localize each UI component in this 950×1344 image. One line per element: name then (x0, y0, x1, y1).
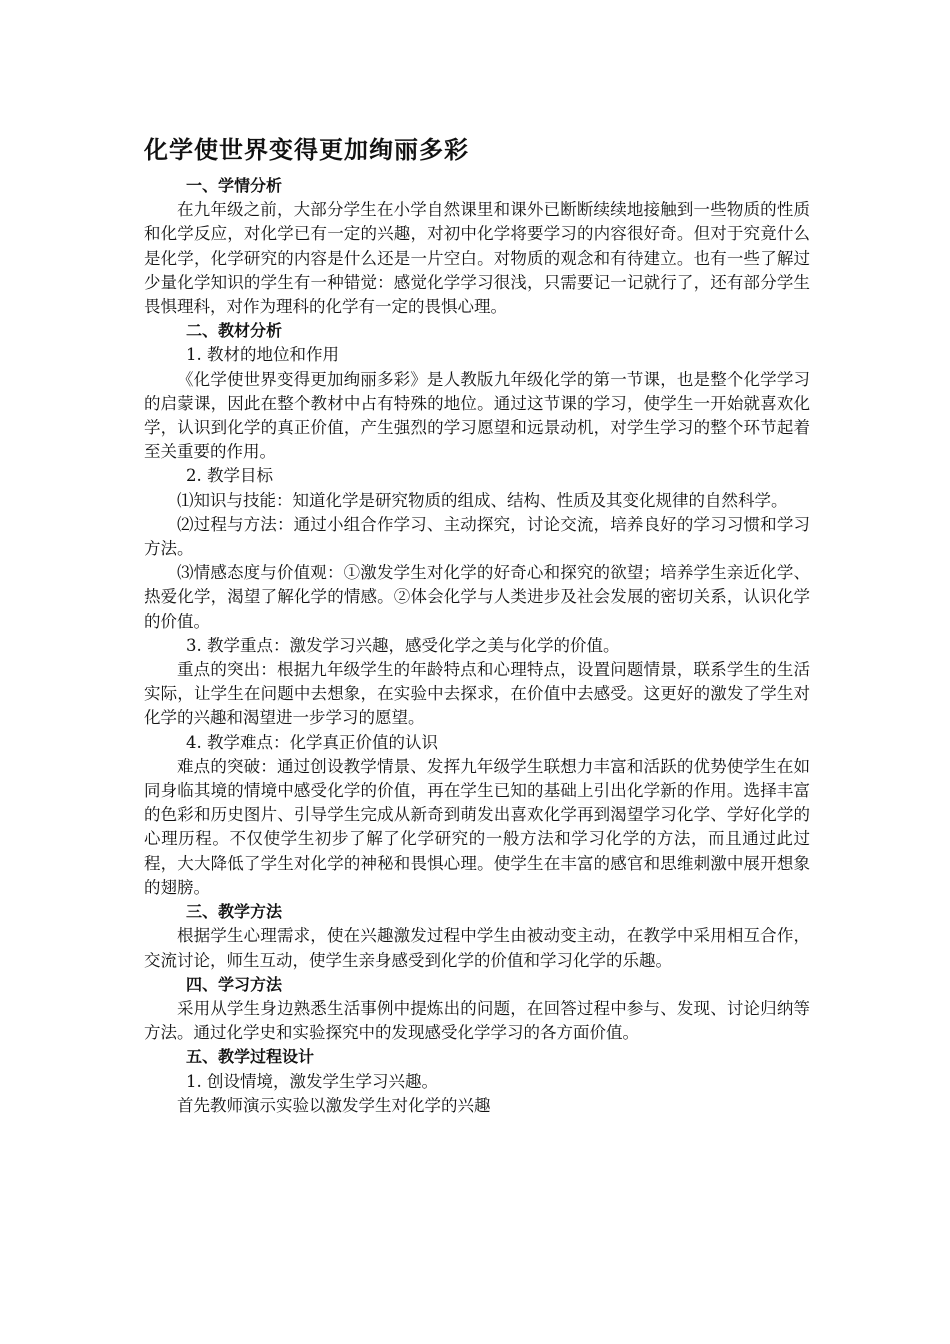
subheading-create-scenario: 1. 创设情境，激发学生学习兴趣。 (186, 1071, 438, 1091)
section-heading-material-analysis: 二、教材分析 (186, 321, 283, 341)
paragraph-focus-highlight: 重点的突出：根据九年级学生的年龄特点和心理特点，设置问题情景，联系学生的生活实际，让学生在问题中去想象，在实验中去探求，在价值中去感受。这更好的激发了学生对化学的兴趣和渴望进一步学习的愿望。 (144, 660, 810, 728)
goal-process-methods: ⑵过程与方法：通过小组合作学习、主动探究，讨论交流，培养良好的学习习惯和学习方法。 (144, 514, 810, 559)
section-heading-learning-methods: 四、学习方法 (186, 974, 283, 994)
goal-knowledge-skills: ⑴知识与技能：知道化学是研究物质的组成、结构、性质及其变化规律的自然科学。 (177, 490, 788, 510)
subheading-material-position: 1. 教材的地位和作用 (186, 345, 339, 365)
paragraph-learning-methods: 采用从学生身边熟悉生活事例中提炼出的问题，在回答过程中参与、发现、讨论归纳等方法。通过化学史和实验探究中的发现感受化学学习的各方面价值。 (144, 998, 810, 1043)
paragraph-difficulty-breakthrough: 难点的突破：通过创设教学情景、发挥九年级学生联想力丰富和活跃的优势使学生在如同身临其境的情境中感受化学的价值，再在学生已知的基础上引出化学新的作用。选择丰富的色彩和历史图片、引导学生完成从新奇到萌发出喜欢化学再到渴望学习化学、学好化学的心理历程。不仅使学生初步了解了化学研究的一般方法和学习化学的方法，而且通过此过程，大大降低了学生对化学的神秘和畏惧心理。使学生在丰富的感官和思维刺激中展开想象的翅膀。 (144, 756, 810, 897)
section-heading-learner-analysis: 一、学情分析 (186, 176, 283, 195)
paragraph-learner-analysis: 在九年级之前，大部分学生在小学自然课里和课外已断断续续地接触到一些物质的性质和化学反应，对化学已有一定的兴趣，对初中化学将要学习的内容很好奇。但对于究竟什么是化学，化学研究的内容是什么还是一片空白。对物质的观念和有待建立。也有一些了解过少量化学知识的学生有一种错觉：感觉化学学习很浅，只需要记一记就行了，还有部分学生畏惧理科，对作为理科的化学有一定的畏惧心理。 (144, 200, 810, 317)
subheading-teaching-goals: 2. 教学目标 (186, 466, 273, 486)
paragraph-material-position: 《化学使世界变得更加绚丽多彩》是人教版九年级化学的第一节课，也是整个化学学习的启蒙课，因此在整个教材中占有特殊的地位。通过这节课的学习，使学生一开始就喜欢化学，认识到化学的真正价值，产生强烈的学习愿望和远景动机，对学生学习的整个环节起着至关重要的作用。 (144, 369, 810, 462)
subheading-teaching-difficulty: 4. 教学难点：化学真正价值的认识 (186, 732, 438, 752)
section-heading-teaching-methods: 三、教学方法 (186, 902, 283, 922)
paragraph-teacher-demo: 首先教师演示实验以激发学生对化学的兴趣 (177, 1095, 491, 1115)
section-heading-process-design: 五、教学过程设计 (186, 1047, 315, 1067)
subheading-teaching-focus: 3. 教学重点：激发学习兴趣，感受化学之美与化学的价值。 (186, 635, 620, 655)
goal-attitudes-values: ⑶情感态度与价值观：①激发学生对化学的好奇心和探究的欲望；培养学生亲近化学、热爱化学，渴望了解化学的情感。②体会化学与人类进步及社会发展的密切关系，认识化学的价值。 (144, 563, 810, 631)
paragraph-teaching-methods: 根据学生心理需求，使在兴趣激发过程中学生由被动变主动，在教学中采用相互合作，交流讨论，师生互动，使学生亲身感受到化学的价值和学习化学的乐趣。 (144, 926, 810, 970)
page-title: 化学使世界变得更加绚丽多彩 (144, 136, 469, 164)
document-page (144, 130, 810, 1118)
